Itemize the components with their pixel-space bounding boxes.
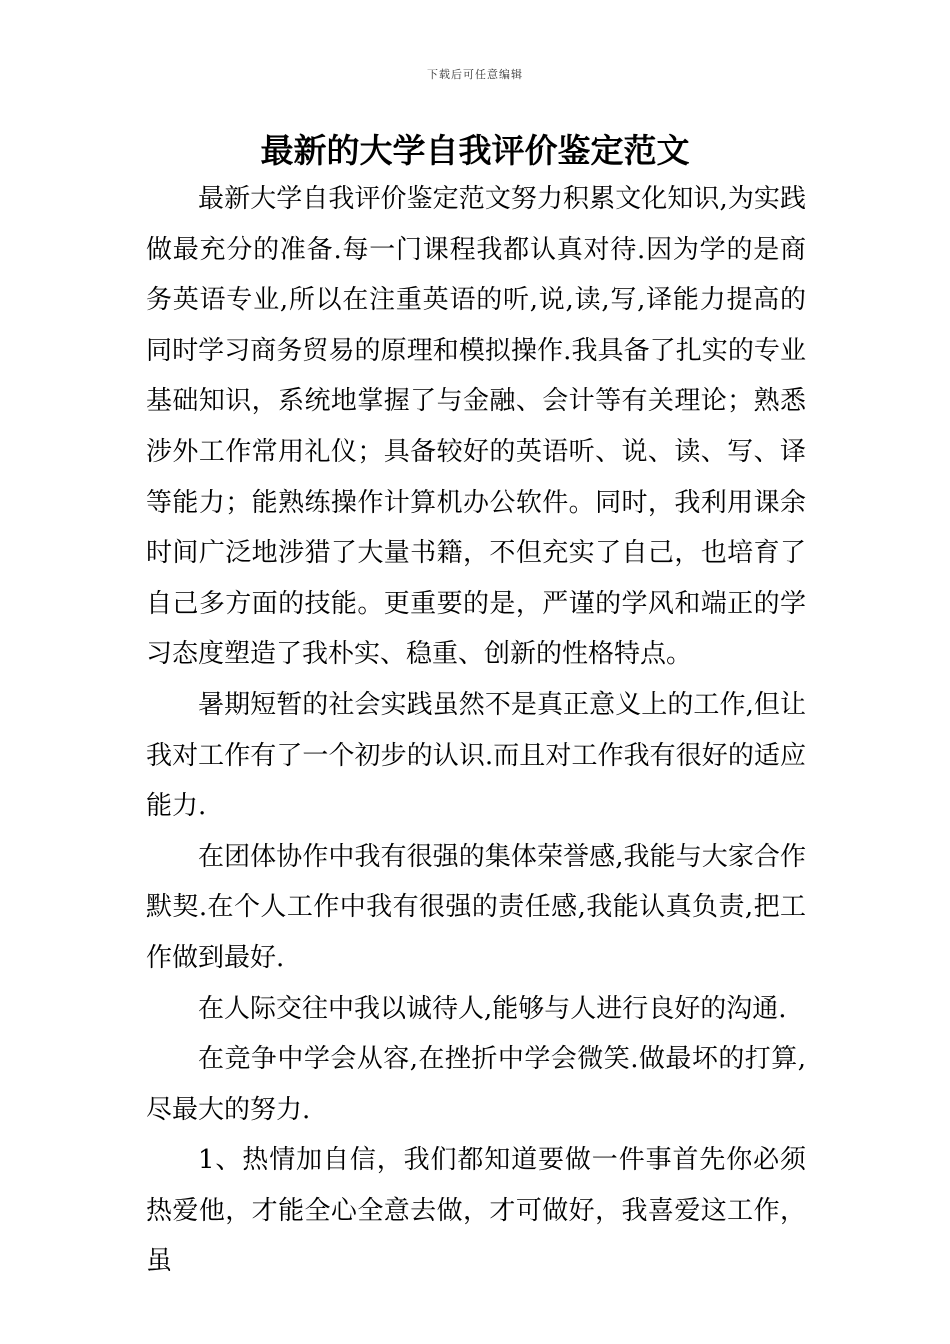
paragraph-1: 最新大学自我评价鉴定范文努力积累文化知识,为实践做最充分的准备.每一门课程我都认真对待.因为学的是商务英语专业,所以在注重英语的听,说,读,写,译能力提高的同时学习商务贸易的原理和模拟操作.我具备了扎实的专业基础知识，系统地掌握了与金融、会计等有关理论；熟悉涉外工作常用礼仪；具备较好的英语听、说、读、写、译等能力；能熟练操作计算机办公软件。同时，我利用课余时间广泛地涉猎了大量书籍，不但充实了自己，也培育了自己多方面的技能。更重要的是，严谨的学风和端正的学习态度塑造了我朴实、稳重、创新的性格特点。 [146,184,806,670]
document-body [146,174,806,1287]
header-note: 下载后可任意编辑 [427,68,523,81]
paragraph-5: 在竞争中学会从容,在挫折中学会微笑.做最坏的打算,尽最大的努力. [146,1044,806,1125]
paragraph-3: 在团体协作中我有很强的集体荣誉感,我能与大家合作默契.在个人工作中我有很强的责任感,我能认真负责,把工作做到最好. [146,841,806,973]
paragraph-4: 在人际交往中我以诚待人,能够与人进行良好的沟通. [198,993,787,1024]
paragraph-6: 1、热情加自信，我们都知道要做一件事首先你必须热爱他，才能全心全意去做，才可做好，我喜爱这工作，虽 [146,1145,806,1277]
document-title: 最新的大学自我评价鉴定范文 [260,131,690,170]
paragraph-2: 暑期短暂的社会实践虽然不是真正意义上的工作,但让我对工作有了一个初步的认识.而且对工作我有很好的适应能力. [146,689,806,822]
